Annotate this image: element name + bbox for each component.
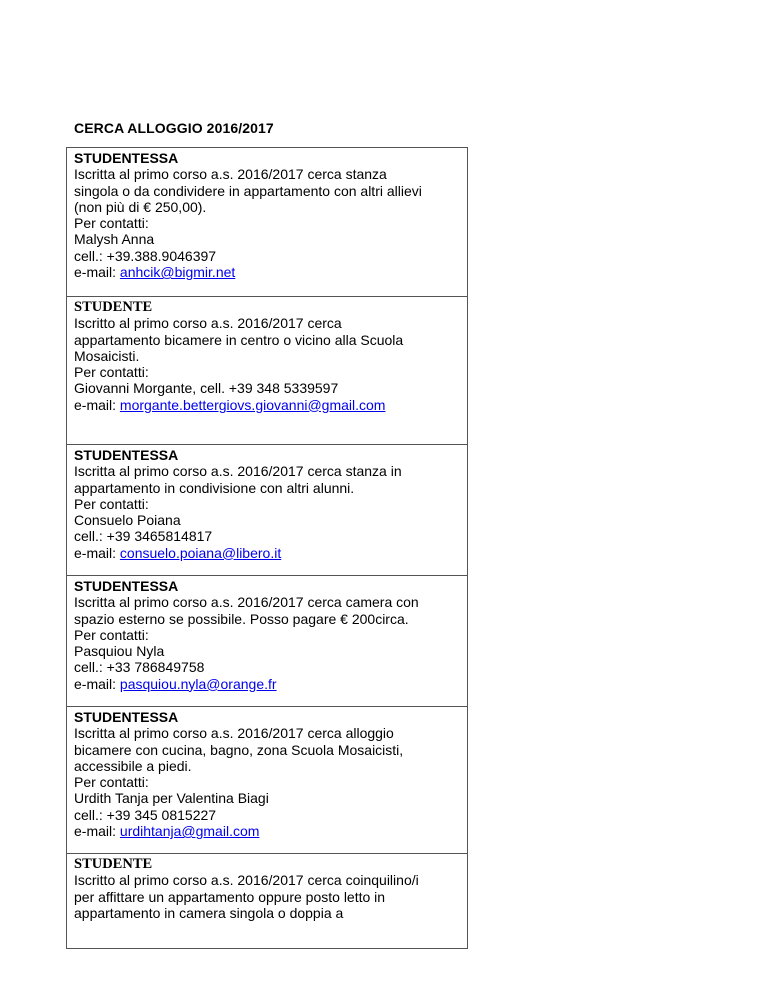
listing-line: cell.: +39 3465814817	[74, 528, 213, 545]
listing-entry	[66, 296, 468, 444]
listing-entry	[66, 147, 468, 296]
listing-line: Iscritta al primo corso a.s. 2016/2017 cerca stanza in	[74, 463, 402, 480]
listing-line: Per contatti:	[74, 626, 149, 643]
listing-email-line	[74, 264, 461, 280]
listing-line: Per contatti:	[74, 495, 149, 512]
listing-heading: STUDENTE	[74, 299, 153, 315]
listing-line: Pasquiou Nyla	[74, 643, 165, 660]
listing-line: per affittare un appartamento oppure posto letto in	[74, 888, 386, 905]
listing-line: Iscritto al primo corso a.s. 2016/2017 cerca	[74, 315, 342, 332]
listing-heading: STUDENTESSA	[74, 150, 179, 166]
listing-line: cell.: +39.388.9046397	[74, 247, 217, 264]
listing-line: Giovanni Morgante, cell. +39 348 5339597	[74, 380, 339, 397]
listing-email-line	[74, 823, 461, 839]
listing-heading: STUDENTESSA	[74, 709, 179, 725]
email-label: e-mail:	[74, 675, 120, 692]
listing-line: Iscritta al primo corso a.s. 2016/2017 cerca stanza	[74, 166, 387, 183]
email-label: e-mail:	[74, 264, 120, 281]
listing-entry	[66, 853, 468, 949]
listing-line: Per contatti:	[74, 364, 149, 381]
email-label: e-mail:	[74, 823, 120, 840]
email-link[interactable]: urdihtanja@gmail.com	[119, 823, 260, 840]
listing-line: bicamere con cucina, bagno, zona Scuola Mosaicisti,	[74, 741, 404, 758]
listing-line: appartamento bicamere in centro o vicino alla Scuola	[74, 331, 404, 348]
listing-email-line	[74, 397, 461, 413]
listing-line: cell.: +33 786849758	[74, 659, 205, 676]
listing-entry	[66, 444, 468, 575]
listing-line: cell.: +39 345 0815227	[74, 806, 217, 823]
listing-line: appartamento in camera singola o doppia a	[74, 904, 344, 921]
listing-line: Consuelo Poiana	[74, 512, 181, 529]
listing-email-line	[74, 676, 461, 692]
listing-line: Per contatti:	[74, 774, 149, 791]
listing-line: (non più di € 250,00).	[74, 198, 207, 215]
listings-table	[66, 147, 468, 949]
listing-line: Iscritto al primo corso a.s. 2016/2017 cerca coinquilino/i	[74, 872, 419, 889]
listing-heading: STUDENTESSA	[74, 578, 179, 594]
email-link[interactable]: pasquiou.nyla@orange.fr	[119, 675, 277, 692]
listing-email-line	[74, 545, 461, 561]
listing-entry	[66, 575, 468, 706]
listing-line: Malysh Anna	[74, 231, 155, 248]
listing-line: appartamento in condivisione con altri alunni.	[74, 479, 355, 496]
listing-line: Per contatti:	[74, 215, 149, 232]
listing-line: Urdith Tanja per Valentina Biagi	[74, 790, 269, 807]
listing-heading: STUDENTE	[74, 856, 153, 872]
email-label: e-mail:	[74, 396, 120, 413]
listing-entry	[66, 706, 468, 853]
listing-line: singola o da condividere in appartamento con altri allievi	[74, 182, 422, 199]
page-title: CERCA ALLOGGIO 2016/2017	[74, 120, 274, 136]
listing-line: Mosaicisti.	[74, 347, 140, 364]
listing-line: accessibile a piedi.	[74, 757, 192, 774]
email-link[interactable]: anhcik@bigmir.net	[119, 264, 236, 281]
listing-heading: STUDENTESSA	[74, 447, 179, 463]
email-link[interactable]: morgante.bettergiovs.giovanni@gmail.com	[119, 396, 386, 413]
listing-line: spazio esterno se possibile. Posso pagare € 200circa.	[74, 610, 409, 627]
listing-line: Iscritta al primo corso a.s. 2016/2017 cerca alloggio	[74, 725, 394, 742]
listing-line: Iscritta al primo corso a.s. 2016/2017 cerca camera con	[74, 594, 419, 611]
email-link[interactable]: consuelo.poiana@libero.it	[119, 544, 282, 561]
email-label: e-mail:	[74, 544, 120, 561]
